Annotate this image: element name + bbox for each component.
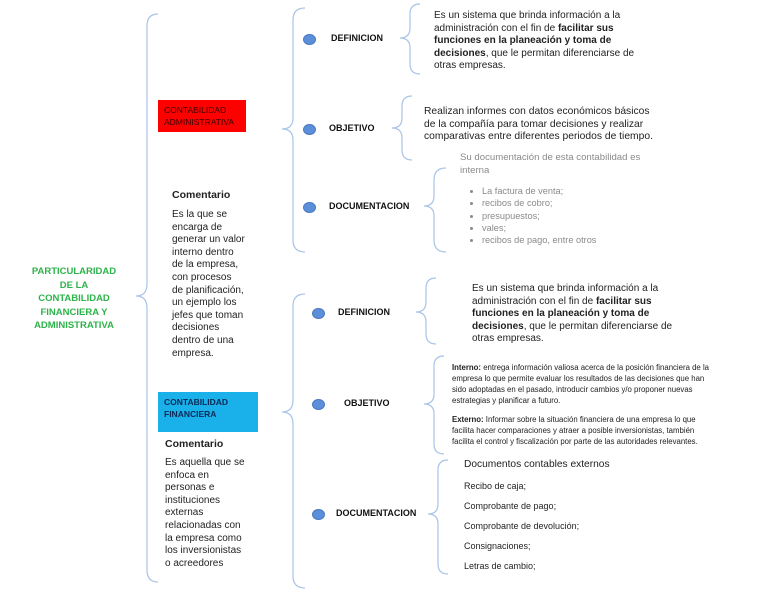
fin-definicion-bracket xyxy=(416,278,436,344)
list-item: Consignaciones; xyxy=(464,541,531,551)
admin-definicion-dot xyxy=(303,34,316,45)
admin-documentacion-label: DOCUMENTACION xyxy=(329,201,410,211)
admin-documentacion-list xyxy=(460,185,690,246)
list-item: • vales; xyxy=(482,222,690,234)
list-item: • recibos de cobro; xyxy=(482,197,690,209)
root-title: PARTICULARIDAD DE LA CONTABILIDAD FINANCIERA Y ADMINISTRATIVA xyxy=(31,266,117,331)
fin-objetivo-externo: Externo: Informar sobre la situación financiera de una empresa lo que facilita hacer comparaciones y atraer a posible inversionistas, también facilita el control y fiscalización por parte de las autoridades relevantes. xyxy=(452,415,698,446)
fin-documentacion-title: Documentos contables externos xyxy=(464,459,610,470)
list-item: Comprobante de devolución; xyxy=(464,521,580,531)
list-item: Recibo de caja; xyxy=(464,481,527,491)
fin-objetivo-text xyxy=(452,362,752,447)
fin-objetivo-bracket xyxy=(424,356,444,454)
admin-documentacion-dot xyxy=(303,202,316,213)
fin-objetivo-interno: Interno: entrega información valiosa acerca de la posición financiera de la empresa lo que permite evaluar los resultados de las decisiones que han sido adoptadas en el pasado, introducir cambios y/o proponer nuevas estrategias y planificar a futuro. xyxy=(452,363,710,405)
admin-objetivo-bracket xyxy=(392,96,412,160)
fin-documentacion-label: DOCUMENTACION xyxy=(336,508,417,518)
fin-definicion-text: Es un sistema que brinda información a la administración con el fin de facilitar sus funciones en la planeación y toma de decisiones, que le permitan diferenciarse de otras empresas. xyxy=(472,283,673,344)
administrativa-comment xyxy=(172,189,284,360)
admin-objetivo-label: OBJETIVO xyxy=(329,123,375,133)
fin-documentacion-bracket xyxy=(428,460,448,574)
admin-documentacion-text: Su documentación de esta contabilidad es interna • La factura de venta; • recibos de cobro; • presupuestos; • vales; • recibos de pago, entre otros xyxy=(460,152,690,246)
financiera-bracket xyxy=(282,294,305,588)
fin-objetivo-label: OBJETIVO xyxy=(344,398,390,408)
list-item: • presupuestos; xyxy=(482,210,690,222)
comment-text: Es la que se encarga de generar un valor interno dentro de la empresa, con procesos de planificación, un ejemplo los jefes que toman decisiones dentro de una empresa. xyxy=(172,209,245,359)
comment-title: Comentario xyxy=(165,438,224,450)
main-bracket xyxy=(136,14,158,582)
admin-objetivo-text: Realizan informes con datos económicos básicos de la compañía para tomar decisiones y realizar comparativas entre diferentes periodos de tiempo. xyxy=(424,106,653,142)
admin-definicion-bracket xyxy=(400,4,420,74)
comment-title: Comentario xyxy=(172,189,231,201)
comment-text: Es aquella que se enfoca en personas e instituciones externas relacionadas con la empresa como los inversionistas o acreedores xyxy=(165,457,245,569)
admin-definicion-text: Es un sistema que brinda información a la administración con el fin de facilitar sus funciones en la planeación y toma de decisiones, que le permitan diferenciarse de otras empresas. xyxy=(434,10,635,71)
admin-definicion-label: DEFINICION xyxy=(331,33,384,43)
administrativa-bracket xyxy=(282,8,305,252)
contabilidad-financiera-box: CONTABILIDAD FINANCIERA xyxy=(158,392,258,432)
fin-definicion-dot xyxy=(312,308,325,319)
fin-documentacion-dot xyxy=(312,509,325,520)
fin-definicion-label: DEFINICION xyxy=(338,307,391,317)
list-item: Letras de cambio; xyxy=(464,561,536,571)
list-item: Comprobante de pago; xyxy=(464,501,557,511)
financiera-comment xyxy=(165,438,285,570)
contabilidad-administrativa-box: CONTABILIDAD ADMINISTRATIVA xyxy=(158,100,246,132)
list-item: • La factura de venta; xyxy=(482,185,690,197)
admin-objetivo-dot xyxy=(303,124,316,135)
fin-documentacion-text xyxy=(464,459,684,581)
fin-documentacion-list xyxy=(464,481,684,581)
fin-objetivo-dot xyxy=(312,399,325,410)
admin-documentacion-bracket xyxy=(424,168,446,252)
list-item: • recibos de pago, entre otros xyxy=(482,234,690,246)
